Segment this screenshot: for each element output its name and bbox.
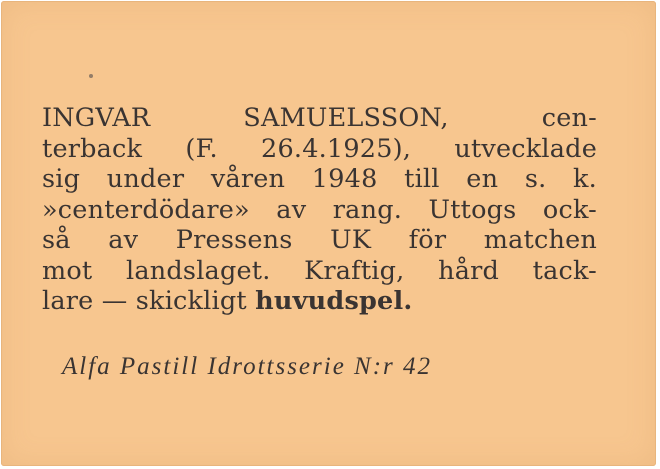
bio-line: mot landslaget. Kraftig, hård tack- <box>42 255 597 286</box>
bio-last-line-text: lare — skickligt <box>42 286 256 316</box>
bio-line: terback (F. 26.4.1925), utvecklade <box>42 133 597 164</box>
bio-line: »centerdödare» av rang. Uttogs ock- <box>42 194 597 225</box>
bio-last-line <box>42 286 597 317</box>
bio-last-line-bold: huvudspel. <box>255 286 413 316</box>
series-caption: Alfa Pastill Idrottsserie N:r 42 <box>62 353 433 380</box>
print-speck <box>89 74 93 78</box>
bio-line: sig under våren 1948 till en s. k. <box>42 164 597 194</box>
trading-card <box>1 1 656 466</box>
player-biography <box>42 103 597 317</box>
bio-line: så av Pressens UK för matchen <box>42 225 597 255</box>
bio-line: INGVAR SAMUELSSON, cen- <box>42 103 597 133</box>
